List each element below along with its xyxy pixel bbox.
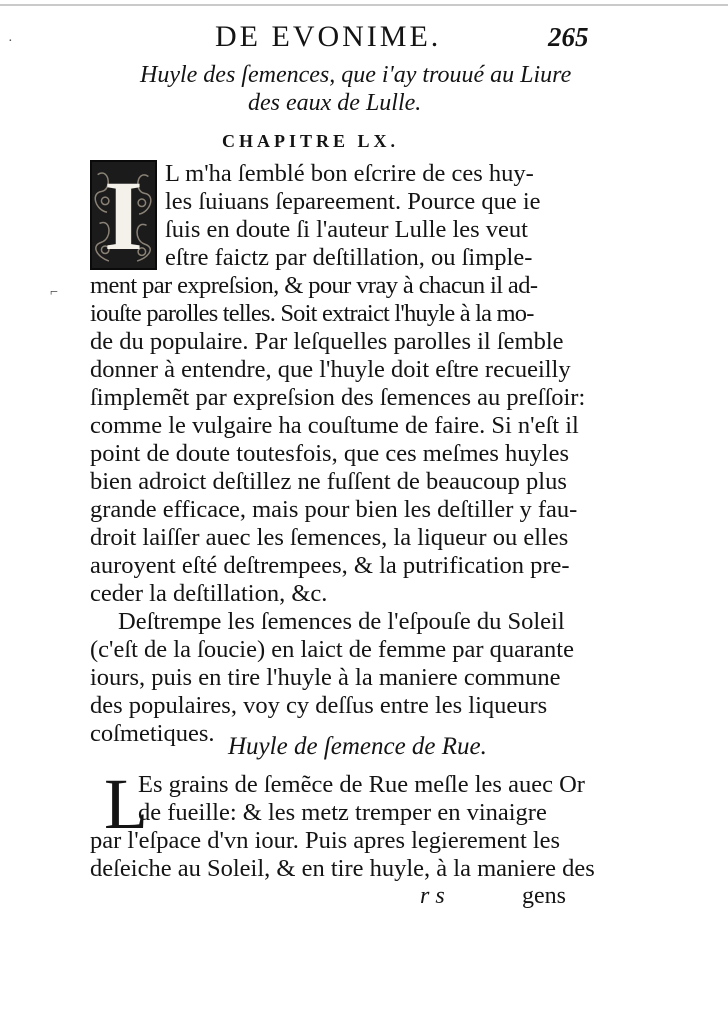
text-line: ſuis en doute ſi l'auteur Lulle les veut: [165, 216, 528, 243]
text-line: point de doute toutesfois, que ces meſmes huyles: [90, 440, 570, 467]
text-line: L m'ha ſemblé bon eſcrire de ces huy-: [165, 160, 534, 187]
dropcap-letter: I: [104, 160, 143, 270]
text-line: auroyent eſté deſtrempees, & la putrification pre-: [90, 552, 570, 579]
text-line: droit laiſſer auec les ſemences, la liqueur ou elles: [90, 524, 569, 551]
margin-mark: ·: [8, 34, 13, 49]
text-line: deſeiche au Soleil, & en tire huyle, à la maniere des: [90, 855, 595, 882]
dropcap-letter: L: [104, 764, 148, 844]
text-line: Deſtrempe les ſemences de l'eſpouſe du Soleil: [118, 608, 565, 635]
text-line: Es grains de ſemẽce de Rue meſle les auec Or: [138, 771, 585, 798]
text-line: de du populaire. Par leſquelles parolles il ſemble: [90, 328, 564, 355]
text-line: les ſuiuans ſepareement. Pource que ie: [165, 188, 541, 215]
text-line: de fueille: & les metz tremper en vinaigre: [138, 799, 547, 826]
chapter-heading: CHAPITRE LX.: [222, 131, 400, 151]
text-line: eſtre faictz par deſtillation, ou ſimple-: [165, 244, 533, 271]
catchword: gens: [522, 883, 566, 909]
signature-mark: r s: [420, 883, 445, 909]
text-line: donner à entendre, que l'huyle doit eſtre recueilly: [90, 356, 571, 383]
text-line: coſmetiques.: [90, 720, 215, 747]
margin-mark: ⌐: [50, 285, 58, 300]
section-title-line-1: Huyle des ſemences, que i'ay trouué au Liure: [140, 62, 572, 88]
page-number: 265: [548, 22, 589, 52]
text-line: par l'eſpace d'vn iour. Puis apres legierement les: [90, 827, 561, 854]
top-edge-shadow: [0, 4, 728, 6]
text-line: ceder la deſtillation, &c.: [90, 580, 328, 607]
section-title-line-2: des eaux de Lulle.: [248, 90, 422, 116]
decorated-initial: [90, 160, 157, 270]
text-line: bien adroict deſtillez ne fuſſent de beaucoup plus: [90, 468, 567, 495]
text-line: grande efficace, mais pour bien les deſtiller y fau-: [90, 496, 578, 523]
running-title: DE EVONIME.: [215, 20, 442, 53]
text-line: iouſte parolles telles. Soit extraict l'huyle à la mo-: [90, 300, 534, 327]
text-line: iours, puis en tire l'huyle à la maniere commune: [90, 664, 561, 691]
text-line: (c'eſt de la ſoucie) en laict de femme par quarante: [90, 636, 574, 663]
text-line: comme le vulgaire ha couſtume de faire. Si n'eſt il: [90, 412, 579, 439]
text-line: ment par expreſsion, & pour vray à chacun il ad-: [90, 272, 538, 299]
text-line: ſimplemẽt par expreſsion des ſemences au preſſoir:: [90, 384, 586, 411]
section-title: Huyle de ſemence de Rue.: [228, 733, 487, 760]
text-line: des populaires, voy cy deſſus entre les liqueurs: [90, 692, 548, 719]
